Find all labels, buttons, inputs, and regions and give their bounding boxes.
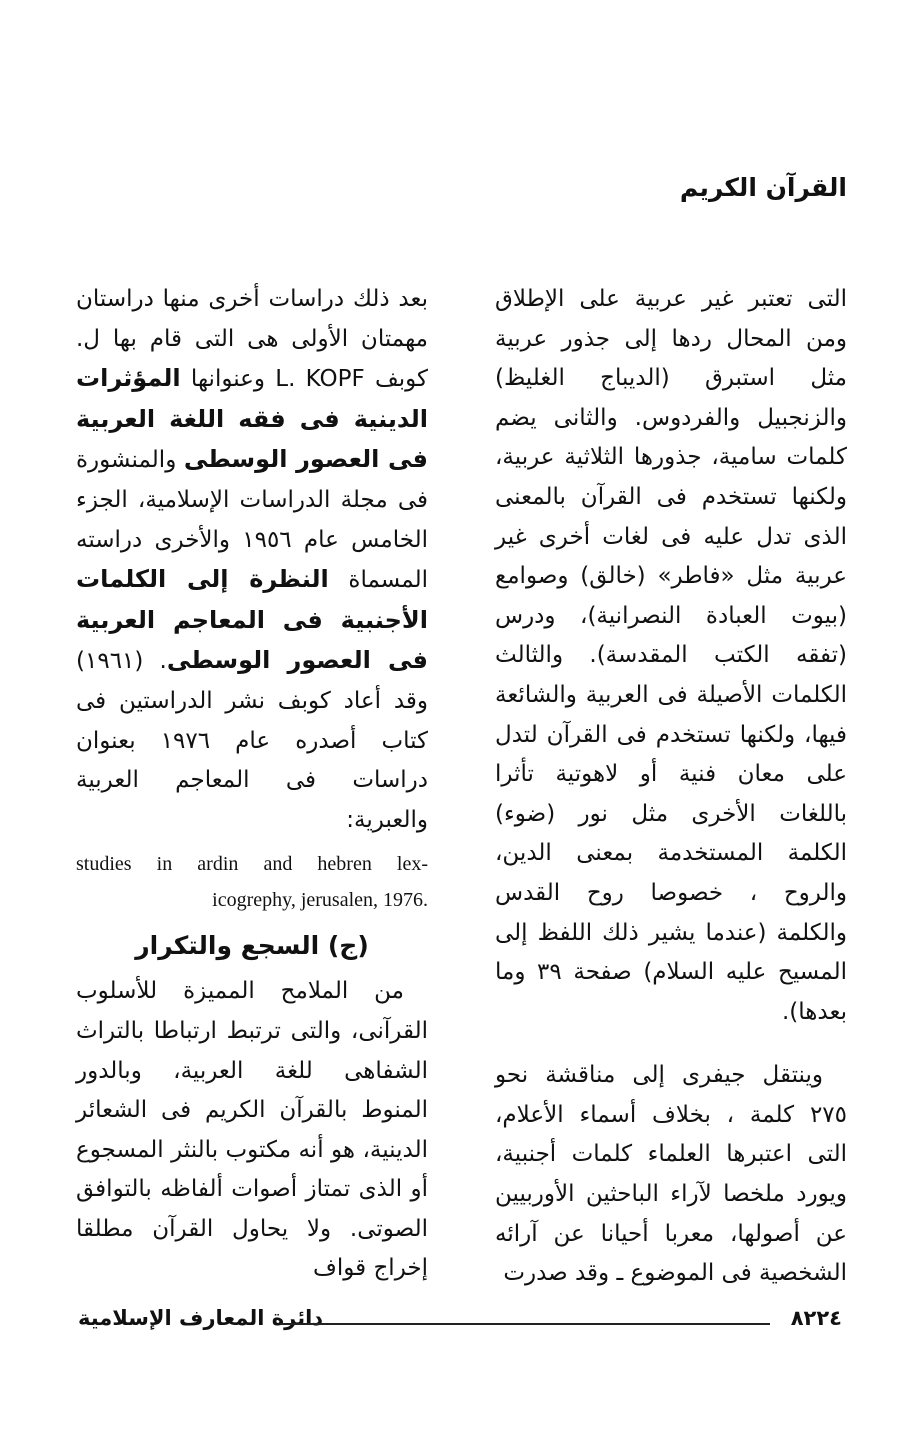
latin-citation (76, 846, 428, 918)
right-paragraph-2: وينتقل جيفرى إلى مناقشة نحو ٢٧٥ كلمة ، بخلاف أسماء الأعلام، التى اعتبرها العلماء كلمات أجنبية، ويورد ملخصا لآراء الباحثين الأوربيين عن أصولها، معربا أحيانا عن آرائه الشخصية فى الموضوع ـ وقد صدرت (495, 1062, 847, 1287)
right-paragraph-1: التى تعتبر غير عربية على الإطلاق ومن المحال ردها إلى جذور عربية مثل استبرق (الديباج الغليظ) والزنجبيل والفردوس. والثانى يضم كلمات سامية، جذورها الثلاثية عربية، ولكنها تستخدم فى القرآن بالمعنى الذى تدل عليه فى لغات أخرى غير عربية مثل «فاطر» (خالق) وصوامع (بيوت العبادة النصرانية)، ودرس (تفقه الكتب المقدسة). والثالث الكلمات الأصيلة فى العربية والشائعة فيها، ولكنها تستخدم فى القرآن لتدل على معان فنية أو لاهوتية تأثرا باللغات الأخرى مثل نور (ضوء) الكلمة المستخدمة بمعنى الدين، والروح ، خصوصا روح القدس والكلمة (عندما يشير ذلك اللفظ إلى المسيح عليه السلام) صفحة ٣٩ وما بعدها). (495, 286, 847, 1025)
page-number: ٨٢٢٤ (790, 1306, 842, 1330)
footer-divider (280, 1323, 770, 1325)
section-subheading: (ج) السجع والتكرار (135, 931, 369, 961)
footer-source: دائرة المعارف الإسلامية (78, 1306, 324, 1330)
latin-citation-line-2: icogrephy, jerusalen, 1976. (212, 889, 428, 912)
left-column (76, 280, 428, 1289)
latin-citation-line-1: studies in ardin and hebren lex- (76, 853, 428, 876)
right-column (495, 280, 847, 1294)
paragraph-text: بعد ذلك دراسات أخرى منها دراستان مهمتان الأولى هى التى قام بها ل. كوبف L. KOPF وعنوانها (76, 286, 428, 393)
left-paragraph-2: من الملامح المميزة للأسلوب القرآنى، والتى ترتبط ارتباطا بالتراث الشفاهى للغة العربية، وبالدور المنوط بالقرآن الكريم فى الشعائر الدينية، هو أنه مكتوب بالنثر المسجوع أو الذى تمتاز أصوات ألفاظه بالتوافق الصوتى. ولا يحاول القرآن مطلقا إخراج قواف (76, 978, 428, 1282)
bold-title-1: المؤثرات الدينية فى فقه اللغة العربية فى العصور الوسطى (76, 364, 428, 474)
left-paragraph-1 (76, 280, 428, 840)
paragraph-text: والمنشورة فى مجلة الدراسات الإسلامية، الجزء الخامس عام ١٩٥٦ والأخرى دراسته المسماة (76, 447, 428, 594)
running-title: القرآن الكريم (679, 173, 847, 202)
bold-title-2: النظرة إلى الكلمات الأجنبية فى المعاجم العربية فى العصور الوسطى (76, 565, 428, 675)
paragraph-text: . (١٩٦١) وقد أعاد كوبف نشر الدراستين فى كتاب أصدره عام ١٩٧٦ بعنوان دراسات فى المعاجم العربية والعبرية: (76, 648, 428, 833)
page-footer (70, 1298, 850, 1342)
